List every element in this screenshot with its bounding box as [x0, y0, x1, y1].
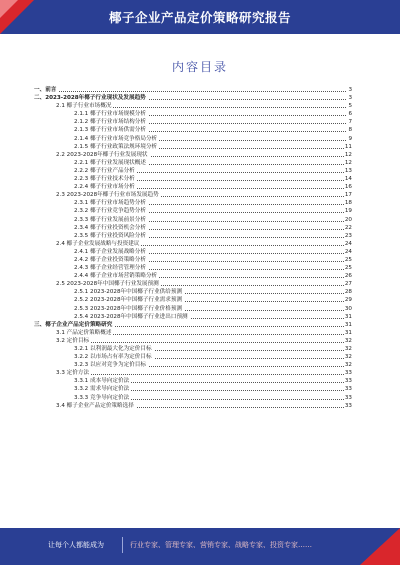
toc-entry-title: 2.4.3 椰子企业经营管理分析 — [74, 265, 146, 272]
toc-page-number: 14 — [344, 176, 352, 183]
toc-page-number: 19 — [344, 208, 352, 215]
toc-page-number: 33 — [344, 386, 352, 393]
toc-page-number: 33 — [344, 402, 352, 409]
toc-page-number: 16 — [344, 184, 352, 191]
toc-entry-title: 2.3.1 椰子行业市场趋势分析 — [74, 200, 146, 207]
toc-page-number: 27 — [344, 281, 352, 288]
toc-leader-dots — [58, 342, 346, 343]
toc-entry-title: 3.3.2 需求导向定价法 — [74, 386, 130, 393]
toc-page-number: 6 — [348, 111, 352, 118]
footer-tagline: 行业专家、管理专家、营销专家、战略专家、投资专家…… — [130, 541, 312, 549]
toc-entry[interactable] — [34, 102, 352, 110]
toc-page-number: 24 — [344, 240, 352, 247]
toc-entry-title: 3.3 定价方法 — [56, 370, 90, 377]
toc-entry[interactable] — [34, 86, 352, 94]
toc-entry-title: 2.2 2023-2028年椰子行业发展现状 — [56, 151, 148, 158]
toc-entry[interactable] — [34, 402, 352, 410]
toc-page-number: 33 — [344, 394, 352, 401]
footer-banner — [0, 528, 400, 565]
toc-page-number: 32 — [344, 362, 352, 369]
toc-page-number: 22 — [344, 224, 352, 231]
toc-entry[interactable] — [34, 183, 352, 191]
toc-page-number: 11 — [344, 143, 352, 150]
toc-page-number: 20 — [344, 216, 352, 223]
toc-page-number: 33 — [344, 378, 352, 385]
toc-entry-title: 2.5.4 2023-2028年中国椰子行业进出口预测 — [74, 313, 188, 320]
toc-entry[interactable] — [34, 167, 352, 175]
toc-entry[interactable] — [34, 94, 352, 102]
toc-entry-title: 3.2.3 以应对竞争为定价目标 — [74, 362, 146, 369]
toc-entry-title: 3.4 椰子企业产品定价策略选择 — [56, 402, 134, 409]
toc-entry[interactable] — [34, 224, 352, 232]
toc-entry[interactable] — [34, 240, 352, 248]
toc-entry-title: 2.5.1 2023-2028年中国椰子行业供给预测 — [74, 289, 183, 296]
toc-entry[interactable] — [34, 305, 352, 313]
toc-entry-title: 2.5 2023-2028年中国椰子行业发展预测 — [56, 281, 159, 288]
toc-page-number: 24 — [344, 248, 352, 255]
toc-entry-title: 3.3.3 竞争导向定价法 — [74, 394, 130, 401]
toc-entry[interactable] — [34, 110, 352, 118]
toc-page-number: 28 — [344, 289, 352, 296]
toc-heading: 内容目录 — [171, 60, 228, 74]
toc-entry-title: 一、前言 — [34, 87, 57, 93]
toc-page-number: 3 — [348, 95, 352, 102]
toc-page-number: 12 — [344, 151, 352, 158]
header-banner — [0, 0, 400, 34]
toc-page-number: 32 — [344, 337, 352, 344]
toc-entry[interactable] — [34, 191, 352, 199]
report-title: 椰子企业产品定价策略研究报告 — [108, 10, 291, 25]
toc-entry[interactable] — [34, 118, 352, 126]
toc-entry-title: 2.3.2 椰子行业竞争趋势分析 — [74, 208, 146, 215]
toc-entry[interactable] — [34, 175, 352, 183]
toc-entry-title: 2.4.2 椰子企业投资策略分析 — [74, 256, 146, 263]
toc-entry-title: 2.4 椰子企业发展战略与投资建议 — [56, 240, 140, 247]
toc-entry[interactable] — [34, 394, 352, 402]
toc-entry-title: 2.2.2 椰子行业产品分析 — [74, 167, 135, 174]
toc-page-number: 25 — [344, 256, 352, 263]
toc-entry-title: 三、椰子企业产品定价策略研究 — [34, 321, 113, 328]
toc-page-number: 12 — [344, 159, 352, 166]
toc-entry-title: 2.2.4 椰子行业市场分析 — [74, 184, 135, 191]
footer-slogan: 让每个人都能成为 — [48, 541, 104, 549]
toc-entry[interactable] — [34, 248, 352, 256]
toc-page-number: 31 — [344, 329, 352, 336]
toc-entry[interactable] — [34, 313, 352, 321]
toc-page-number: 18 — [344, 200, 352, 207]
toc-entry-title: 2.3.5 椰子行业投资风险分析 — [74, 232, 146, 239]
toc-page-number: 17 — [344, 192, 352, 199]
toc-entry[interactable] — [34, 377, 352, 385]
toc-entry[interactable] — [34, 216, 352, 224]
toc-entry-title: 2.2.1 椰子行业发展现状概述 — [74, 159, 146, 166]
toc-page-number: 32 — [344, 354, 352, 361]
toc-page-number: 3 — [348, 87, 352, 93]
toc-page-number: 33 — [344, 370, 352, 377]
toc-entry[interactable] — [34, 345, 352, 353]
toc-page-number: 31 — [344, 313, 352, 320]
toc-entry[interactable] — [34, 264, 352, 272]
toc-entry[interactable] — [34, 353, 352, 361]
toc-entry[interactable] — [34, 321, 352, 329]
toc-entry-title: 2.1.1 椰子行业市场规模分析 — [74, 111, 146, 118]
toc-entry-title: 2.1.3 椰子行业市场供需分析 — [74, 127, 146, 134]
toc-entry-title: 二、2023-2028年椰子行业现状及发展趋势 — [34, 95, 146, 102]
toc-entry[interactable] — [34, 135, 352, 143]
toc-page-number: 29 — [344, 297, 352, 304]
toc-entry[interactable] — [34, 159, 352, 167]
toc-entry-title: 3.2.1 以利润最大化为定价目标 — [74, 346, 152, 352]
toc-entry[interactable] — [34, 143, 352, 151]
toc-entry-title: 2.1.2 椰子行业市场结构分析 — [74, 119, 146, 126]
toc-page-number: 23 — [344, 232, 352, 239]
toc-page-number: 26 — [344, 273, 352, 280]
toc-entry-title: 2.3 2023-2028年椰子行业市场发展趋势 — [56, 192, 159, 199]
toc-entry[interactable] — [34, 385, 352, 393]
footer-divider — [122, 537, 123, 553]
toc-entry-title: 2.1.4 椰子行业市场竞争格局分析 — [74, 135, 158, 142]
toc-entry-title: 2.3.4 椰子行业投资机会分析 — [74, 224, 146, 231]
toc-entry-title: 3.2.2 以市场占有率为定价目标 — [74, 354, 152, 361]
toc-entry-title: 3.1 产品定价策略概述 — [56, 329, 112, 336]
toc-entry-title: 2.1.5 椰子行业政策法规环境分析 — [74, 143, 158, 150]
toc-entry[interactable] — [34, 369, 352, 377]
toc-entry[interactable] — [34, 272, 352, 280]
table-of-contents — [34, 86, 352, 410]
toc-page-number: 7 — [348, 119, 352, 126]
toc-page-number: 9 — [348, 135, 352, 142]
toc-entry[interactable] — [34, 199, 352, 207]
toc-entry[interactable] — [34, 151, 352, 159]
toc-page-number: 32 — [344, 346, 352, 352]
toc-entry-title: 2.4.4 椰子企业市场营销策略分析 — [74, 273, 158, 280]
toc-entry-title: 2.5.2 2023-2028年中国椰子行业需求预测 — [74, 297, 183, 304]
toc-entry[interactable] — [34, 337, 352, 345]
toc-entry-title: 2.5.3 2023-2028年中国椰子行业价格预测 — [74, 305, 183, 312]
toc-leader-dots — [58, 374, 346, 375]
toc-entry-title: 2.4.1 椰子企业发展战略分析 — [74, 248, 146, 255]
toc-entry-title: 3.3.1 成本导向定价法 — [74, 378, 130, 385]
toc-entry[interactable] — [34, 288, 352, 296]
toc-entry[interactable] — [34, 256, 352, 264]
toc-page-number: 8 — [348, 127, 352, 134]
toc-entry[interactable] — [34, 329, 352, 337]
toc-entry[interactable] — [34, 232, 352, 240]
toc-entry-title: 3.2 定价目标 — [56, 337, 90, 344]
toc-entry-title: 2.3.3 椰子行业发展前景分析 — [74, 216, 146, 223]
toc-entry[interactable] — [34, 126, 352, 134]
toc-entry[interactable] — [34, 296, 352, 304]
toc-entry-title: 2.2.3 椰子行业技术分析 — [74, 176, 135, 183]
toc-entry[interactable] — [34, 207, 352, 215]
toc-entry[interactable] — [34, 361, 352, 369]
footer-accent-shape — [360, 528, 400, 565]
toc-page-number: 31 — [344, 321, 352, 328]
toc-page-number: 30 — [344, 305, 352, 312]
toc-entry-title: 2.1 椰子行业市场概况 — [56, 103, 112, 110]
toc-leader-dots — [36, 91, 346, 92]
toc-entry[interactable] — [34, 280, 352, 288]
toc-page-number: 25 — [344, 265, 352, 272]
toc-page-number: 5 — [348, 103, 352, 110]
toc-page-number: 13 — [344, 167, 352, 174]
